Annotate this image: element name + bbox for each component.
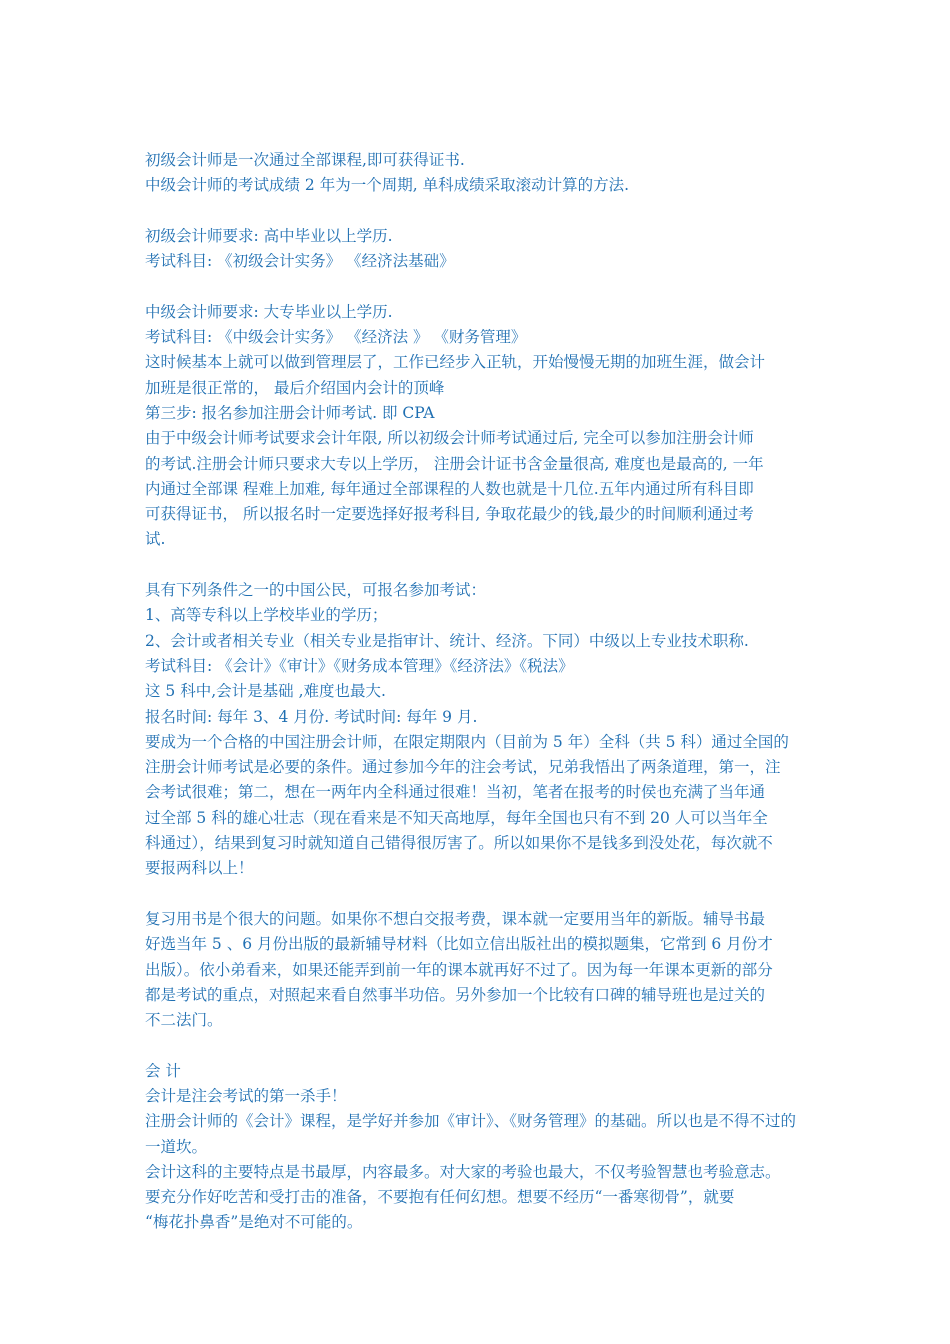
text-line: 这时候基本上就可以做到管理层了，工作已经步入正轨，开始慢慢无期的加班生涯，做会计 <box>145 353 766 372</box>
text-line: 具有下列条件之一的中国公民，可报名参加考试： <box>145 581 487 600</box>
paragraph-gap <box>145 553 810 578</box>
paragraph-gap <box>145 199 810 224</box>
text-line: 会计是注会考试的第一杀手！ <box>145 1086 347 1105</box>
text-line: 好选当年 5 、6 月份出版的最新辅导材料（比如立信出版社出的模拟题集，它常到 6 月份才 <box>145 935 773 954</box>
text-line: 不二法门。 <box>145 1011 223 1030</box>
text-line: 初级会计师要求: 高中毕业以上学历. <box>145 226 393 245</box>
text-line: 这 5 科中,会计是基础 ,难度也最大. <box>145 682 386 701</box>
text-line: 加班是很正常的， 最后介绍国内会计的顶峰 <box>145 378 445 397</box>
text-line: 要成为一个合格的中国注册会计师，在限定期限内（目前为 5 年）全科（共 5 科）通过全国的 <box>145 732 789 751</box>
text-line: 试. <box>145 530 166 549</box>
text-line: 要报两科以上！ <box>145 859 254 878</box>
text-line: 1、高等专科以上学校毕业的学历； <box>145 606 388 625</box>
text-line: 考试科目: 《会计》《审计》《财务成本管理》《经济法》《税法》 <box>145 656 574 675</box>
text-line: 注册会计师考试是必要的条件。通过参加今年的注会考试，兄弟我悟出了两条道理，第一，注 <box>145 758 781 777</box>
text-line: 要充分作好吃苦和受打击的准备，不要抱有任何幻想。想要不经历“一番寒彻骨”，就要 <box>145 1188 735 1207</box>
paragraph-gap <box>145 274 810 299</box>
text-line: 可获得证书， 所以报名时一定要选择好报考科目, 争取花最少的钱,最少的时间顺利通过考 <box>145 505 754 524</box>
text-line: 会计这科的主要特点是书最厚，内容最多。对大家的考验也最大，不仅考验智慧也考验意志。 <box>145 1162 781 1181</box>
text-line: 注册会计师的《会计》课程，是学好并参加《审计》、《财务管理》的基础。所以也是不得不过的 <box>145 1112 797 1131</box>
text-line: 2、会计或者相关专业（相关专业是指审计、统计、经济。下同）中级以上专业技术职称. <box>145 631 749 650</box>
paragraph-gap <box>145 1033 810 1058</box>
text-line: 考试科目: 《中级会计实务》 《经济法 》 《财务管理》 <box>145 328 527 347</box>
text-line: 出版）。依小弟看来，如果还能弄到前一年的课本就再好不过了。因为每一年课本更新的部分 <box>145 960 773 979</box>
text-line: 都是考试的重点，对照起来看自然事半功倍。另外参加一个比较有口碑的辅导班也是过关的 <box>145 985 766 1004</box>
text-line: 中级会计师要求: 大专毕业以上学历. <box>145 302 393 321</box>
text-line: 报名时间: 每年 3、4 月份. 考试时间: 每年 9 月. <box>145 707 478 726</box>
text-line: 复习用书是个很大的问题。如果你不想白交报考费，课本就一定要用当年的新版。辅导书最 <box>145 909 766 928</box>
text-line: 科通过），结果到复习时就知道自己错得很厉害了。所以如果你不是钱多到没处花，每次就不 <box>145 834 773 853</box>
text-line: 内通过全部课 程难上加难, 每年通过全部课程的人数也就是十几位.五年内通过所有科目即 <box>145 479 754 498</box>
text-line: “梅花扑鼻香”是绝对不可能的。 <box>145 1213 363 1232</box>
text-line: 会考试很难；第二，想在一两年内全科通过很难！当初，笔者在报考的时侯也充满了当年通 <box>145 783 766 802</box>
text-line: 初级会计师是一次通过全部课程,即可获得证书. <box>145 151 465 169</box>
text-line: 第三步: 报名参加注册会计师考试. 即 CPA <box>145 403 435 422</box>
text-line: 中级会计师的考试成绩 2 年为一个周期, 单科成绩采取滚动计算的方法. <box>145 176 629 195</box>
text-line: 的考试.注册会计师只要求大专以上学历， 注册会计证书含金量很高, 难度也是最高的, 一年 <box>145 454 764 473</box>
text-line: 过全部 5 科的雄心壮志（现在看来是不知天高地厚，每年全国也只有不到 20 人可以当年全 <box>145 808 768 827</box>
text-line: 一道坎。 <box>145 1137 208 1156</box>
paragraph-gap <box>145 882 810 907</box>
text-line: 考试科目: 《初级会计实务》 《经济法基础》 <box>145 252 455 271</box>
document-body <box>145 148 810 1236</box>
text-line: 由于中级会计师考试要求会计年限, 所以初级会计师考试通过后, 完全可以参加注册会计师 <box>145 429 754 448</box>
text-line: 会 计 <box>145 1061 181 1080</box>
